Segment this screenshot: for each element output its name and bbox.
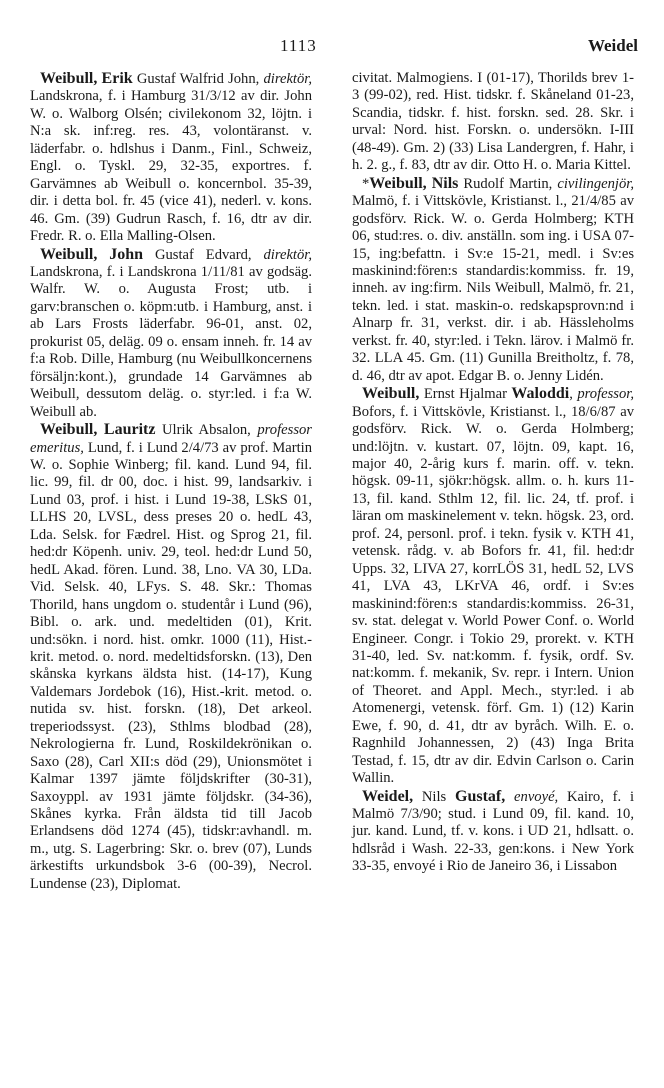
entry-surname: Weibull, xyxy=(369,174,427,192)
entry-given-rest: Ulrik Absalon, xyxy=(155,422,251,439)
entry-given-name: Gustaf, xyxy=(455,787,506,805)
entry-title: direktör, xyxy=(263,246,312,263)
entry-surname: Weibull, xyxy=(40,421,98,439)
entry-surname: Weidel, xyxy=(362,787,414,805)
page-number: 1113 xyxy=(280,36,317,55)
entry-title: professor emeritus, xyxy=(30,422,312,456)
entry-given-name: Waloddi xyxy=(511,385,570,403)
entry-text: Landskrona, f. i Hamburg 31/3/12 av dir. John W. o. Walborg Olsén; civilekonom 32, löjtn. i N:a sk. inf:reg. res. 43, volontäranst. v. läderfabr. o. hdlshus i Danm., Finl., Schweiz, Engl. o. Tyskl. 29, 32-35, exportres. f. Garvämnes ab Weibull o. koncernbol. 35-39, dir. i detta bol. fr. 45 (vice 41), nederl. v. kons. 46. Gm. (39) Gudrun Rasch, f. 16, dtr av dir. Fredr. R. o. Ella Malling-Olsen. xyxy=(30,88,312,245)
entry-gustaf xyxy=(352,788,634,876)
entry-title: envoyé, xyxy=(514,788,559,805)
entry-text: Bofors, f. i Vittskövle, Kristianst. l., 18/6/87 av godsförv. Rick. W. o. Gerda Holmberg; und:löjtn. v. kustart. 07, löjtn. 09, kapt. 16, major 40, 2-årig kurs f. marin. off. v. tekn. högsk. 09-11, sjökr:högsk. allm. o. h. kurs 11-13, fil. kand. Sthlm 12, fil. lic. 24, tf. prof. i läran om maskinelement v. tekn. högsk. 23, ord. prof. 24, personl. prof. i tekn. fysik v. KTH 41, vetensk. rådg. v. ab Bofors fr. 41, fil. hed:dr Upps. 32, LIVA 27, korrLÖS 31, hedL 52, LVS 41, LVA 43, LKrVA 46, ordf. i Sv:es maskinind:fören:s standardis:kommiss. 26-31, sv. stat. delegat v. World Power Conf. o. World Engineer. Congr. i Tokio 29, prorekt. v. KTH 31-40, led. Sv. nat:komm. f. fysik, ordf. Sv. nat:komm. f. mekanik, Sv. repr. i Intern. Union of Theoret. and Appl. Mech., styr:led. i ab Atomenergi, vetensk. förf. Gm. 1) (12) Karin Ewe, f. 90, d. 41, dtr av byråch. Wilh. E. o. Ragnhild Johannessen, 2) (43) Inga Brita Testad, f. 15, dtr av dir. Edvin Carlson o. Carin Wallin. xyxy=(352,403,634,787)
entry-given-before: Ernst Hjalmar xyxy=(419,386,512,403)
entry-lauritz-continuation: civitat. Malmogiens. I (01-17), Thorilds brev 1-3 (99-02), red. Hist. tidskr. f. Skåneland 01-23, Scandia, tidskr. f. hist. forskn. sed. 28. Skr. i urval: Nord. hist. Forskn. o. undersökn. I-III (48-49). Gm. 2) (33) Lisa Landergren, f. Hahr, i h. 2. g., f. 83, dtr av dir. Otto H. o. Maria Kittel. xyxy=(352,70,634,174)
entry-given-name: John xyxy=(109,245,144,263)
entry-text: Lund, f. i Lund 2/4/73 av prof. Martin W. o. Sophie Winberg; fil. kand. Lund 94, fil. lic. 99, fil. dr 00, doc. i hist. 99, landsarkiv. i Lund 03, prof. i hist. i Lund 19-38, LSkS 01, LLHS 20, LVSL, dess preses 20 o. hedL 43, Lda. Selsk. for Fædrel. Hist. og Sprog 21, fil. hed:dr Köpenh. univ. 29, teol. hed:dr Lund 50, hedL Akad. fören. Lund. 38, Lno. VA 30, LDa. Vid. Selsk. 40, LFys. S. 48. Skr.: Thomas Thorild, hans ungdom o. studentår i Lund (96), Bibl. o. ark. und. medeltiden (01), Krit. und:sökn. i nord. hist. omkr. 1000 (11), Hist.-krit. metod. o. nord. medeltidsforskn. (13), Den skånska kyrkans äldsta hist. (14-17), Kung Valdemars Jordebok (16), Hist.-krit. metod. o. nutida sv. hist. forskn. (18), Det arkeol. treperiodssyst. (23), Sthlms blodbad (28), Nekrologierna fr. Lund, Roskildekrönikan o. Saxo (28), Carl XII:s död (29), Unionsmötet i Kalmar 1397 jämte följdskrifter (30-31), Saxoуppl. av 1931 jämte följdskr. (34-36), Skånes kyrka. Från äldsta tid till Jacob Erlandsens död 1274 (45), tidskr:avhandl. m. m., utg. S. Lagerbring: Skr. o. brev (07), Lunds ärkestifts urkundsbok 3-6 (00-39), Necrol. Lundense (23), Diplomat. xyxy=(30,439,312,892)
entry-given-name: Lauritz xyxy=(103,421,156,439)
entry-given-rest: Gustaf Walfrid John, xyxy=(132,71,260,87)
entry-text: Landskrona, f. i Landskrona 1/11/81 av godsäg. Walfr. W. o. Augusta Frost; utb. i garv:branschen o. köpm:utb. i Hamburg, anst. i ab Lars Frosts läderfabr. 96-01, anst. 02, prokurist 05, deläg. 09 o. ensam inneh. fr. 14 av f:a Rob. Dille, Hamburg (nu Weibullkoncernens försäljn:kont.), grundade 14 Garvämnes ab Weibull, dessutom deläg. o. styr:led. i f:a W. Weibull ab. xyxy=(30,263,312,420)
entry-given-name: Nils xyxy=(431,174,459,192)
entry-surname: Weibull, xyxy=(40,70,98,87)
entry-given-rest: Rudolf Martin, xyxy=(458,175,553,192)
entry-given-rest: Gustaf Edvard, xyxy=(143,246,252,263)
entry-given-name: Erik xyxy=(101,70,133,87)
entry-lauritz xyxy=(30,421,312,893)
running-head: Weidel xyxy=(587,36,638,55)
entry-surname: Weibull, xyxy=(40,245,98,263)
entry-text: Kairo, f. i Malmö 7/3/90; stud. i Lund 09, fil. kand. 10, jur. kand. Lund, tf. v. kons. i UD 21, hdlsatt. o. hdlsråd i Wash. 22-33, gen:kons. i New York 33-35, envoyé i Rio de Janeiro 36, i Lissabon xyxy=(352,788,635,875)
right-column xyxy=(352,70,634,876)
entry-erik xyxy=(30,70,312,246)
entry-title: professor, xyxy=(577,386,634,403)
entry-title: direktör, xyxy=(263,71,312,87)
entry-waloddi: Weibull, Ernst Hjalmar Waloddi, professor, Bofors, f. i Vittskövle, Kristianst. l., 18/6/87 av godsförv. Rick. W. o. Gerda Holmberg; und:löjtn. v. kustart. 07, löjtn. 09, kapt. 16, major 40, 2-årig kurs f. marin. off. v. tekn. högsk. 09-11, sjökr:högsk. allm. o. h. kurs 11-13, fil. kand. Sthlm 12, fil. lic. 24, tf. prof. i läran om maskinelement v. tekn. högsk. 23, ord. prof. 24, personl. prof. i tekn. fysik v. KTH 41, vetensk. rådg. v. ab Bofors fr. 41, fil. hed:dr Upps. 32, LIVA 27, korrLÖS 31, hedL 52, LVS 41, LVA 43, LKrVA 46, ordf. i Sv:es maskinind:fören:s standardis:kommiss. 26-31, sv. stat. delegat v. World Power Conf. o. World Engineer. Congr. i Tokio 29, prorekt. v. KTH 31-40, led. Sv. nat:komm. f. fysik, ordf. Sv. nat:komm. f. mekanik, Sv. repr. i Intern. Union of Theoret. and Appl. Mech., styr:led. i ab Atomenergi, vetensk. förf. Gm. 1) (12) Karin Ewe, f. 90, d. 41, dtr av byråch. Wilh. E. o. Ragnhild Johannessen, 2) (43) Inga Brita Testad, f. 15, dtr av dir. Edvin Carlson o. Carin Wallin. xyxy=(352,385,634,787)
entry-prefix-mark: * xyxy=(362,175,370,192)
entry-given-before: Nils xyxy=(413,788,456,805)
entry-john xyxy=(30,246,312,422)
entry-nils xyxy=(352,175,634,385)
entry-text: Malmö, f. i Vittskövle, Kristianst. l., 21/4/85 av godsförv. Rick. W. o. Gerda Holmberg; KTH 06, stud:res. o. div. anställn. som ing. i USA 07-15, ing:befattn. i Sv:e 15-21, medl. i Sv:es maskinind:fören:s standardis:kommiss. fr. 19, inneh. av ing:firm. Nils Weibull, Malmö, fr. 21, tekn. led. i stat. maskin-o. redskapsprovn:nd i Alnarp fr. 31, verkst. dir. i ab. Hässleholms verkst. fr. 40, styr:led. i Tekn. lärov. i Malmö fr. 32. LLA 45. Gm. (11) Gunilla Breitholtz, f. 78, d. 46, dtr av apot. Edgar B. o. Jenny Lidén. xyxy=(352,193,634,384)
entry-surname: Weibull, xyxy=(362,385,420,403)
entry-title: civilingenjör, xyxy=(557,175,634,192)
left-column xyxy=(30,70,312,893)
